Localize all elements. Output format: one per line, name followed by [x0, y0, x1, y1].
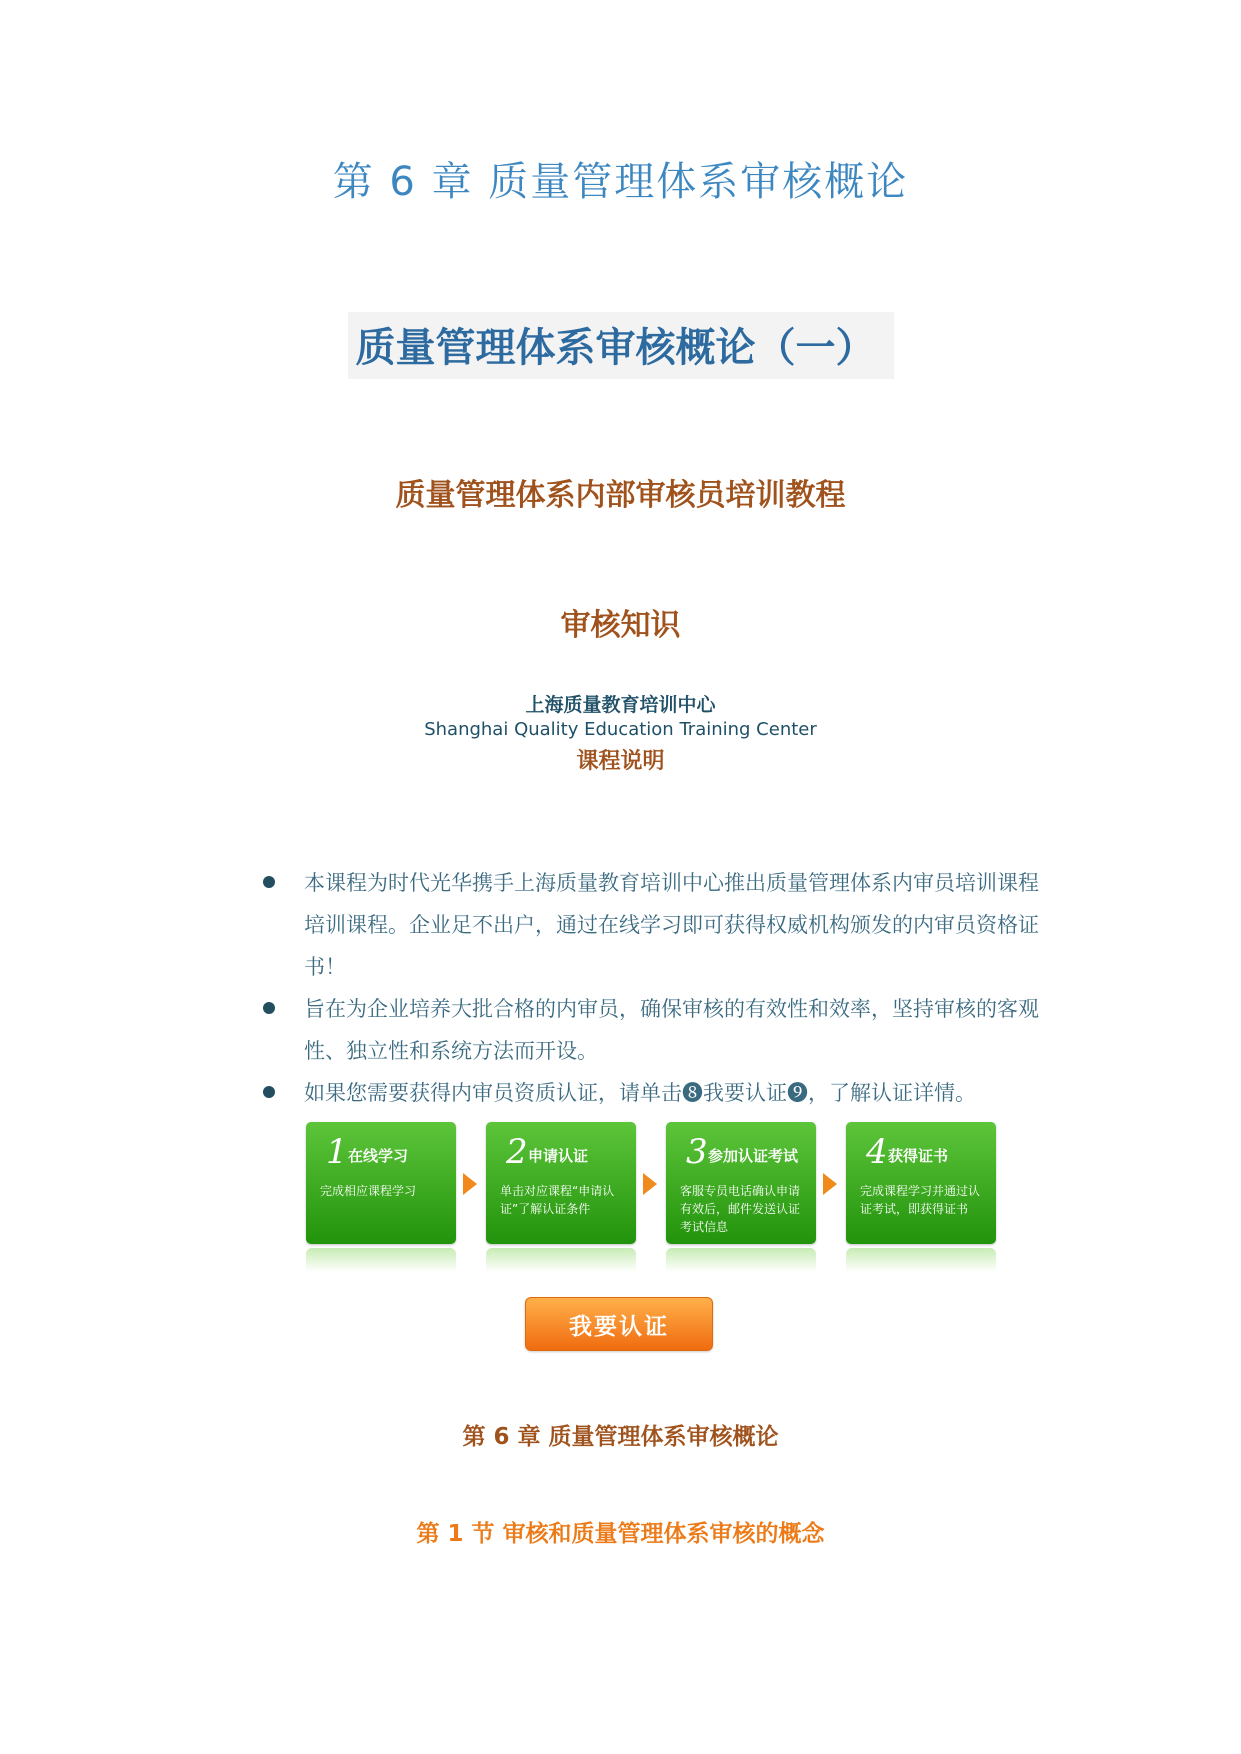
step-2-apply-certification [486, 1122, 636, 1244]
bullet-text: 旨在为企业培养大批合格的内审员，确保审核的有效性和效率，坚持审核的客观性、独立性和系统方法而开设。 [304, 997, 1039, 1063]
course-subtitle: 质量管理体系内部审核员培训教程 [395, 478, 846, 513]
step-name: 获得证书 [888, 1147, 949, 1165]
step-number: 2 [506, 1132, 528, 1172]
step-description: 客服专员电话确认申请有效后，邮件发送认证考试信息 [680, 1184, 801, 1234]
bullet-text: 如果您需要获得内审员资质认证，请单击❽我要认证❾，了解认证详情。 [304, 1081, 976, 1105]
chapter-heading: 第 6 章 质量管理体系审核概论 [462, 1424, 779, 1450]
chapter-title: 第 6 章 质量管理体系审核概论 [332, 159, 909, 205]
step-reflection [846, 1248, 996, 1272]
article-title-wrap [0, 312, 1241, 379]
organization-name-en: Shanghai Quality Education Training Center [424, 719, 817, 740]
section-heading: 第 1 节 审核和质量管理体系审核的概念 [416, 1521, 825, 1547]
step-number: 4 [866, 1132, 888, 1172]
bullet-dot-icon [263, 1086, 275, 1098]
certification-steps [306, 1122, 996, 1272]
course-description-label: 课程说明 [576, 749, 665, 774]
apply-certification-button[interactable]: 我要认证 [525, 1297, 713, 1351]
arrow-right-icon [643, 1173, 657, 1195]
step-name: 申请认证 [528, 1147, 589, 1165]
organization-name-cn: 上海质量教育培训中心 [525, 694, 716, 716]
bullet-item [262, 988, 1042, 1072]
bullet-dot-icon [263, 1002, 275, 1014]
step-description: 单击对应课程“申请认证”了解认证条件 [500, 1184, 615, 1216]
step-3-take-exam [666, 1122, 816, 1244]
course-bullet-list [262, 862, 1042, 1114]
bullet-text: 本课程为时代光华携手上海质量教育培训中心推出质量管理体系内审员培训课程培训课程。企业足不出户，通过在线学习即可获得权威机构颁发的内审员资格证书！ [304, 871, 1039, 979]
step-1-online-study [306, 1122, 456, 1244]
step-reflection [486, 1248, 636, 1272]
step-number: 1 [326, 1132, 348, 1172]
bullet-item [262, 862, 1042, 988]
step-name: 在线学习 [348, 1147, 409, 1165]
step-name: 参加认证考试 [708, 1147, 799, 1165]
article-title: 质量管理体系审核概论（一） [348, 312, 894, 379]
step-reflection [666, 1248, 816, 1272]
step-number: 3 [686, 1132, 708, 1172]
step-description: 完成课程学习并通过认证考试，即获得证书 [860, 1184, 981, 1216]
bullet-dot-icon [263, 876, 275, 888]
step-description: 完成相应课程学习 [320, 1184, 417, 1198]
bullet-item [262, 1072, 1042, 1114]
audit-knowledge-heading: 审核知识 [560, 608, 681, 643]
step-reflection [306, 1248, 456, 1272]
arrow-right-icon [463, 1173, 477, 1195]
arrow-right-icon [823, 1173, 837, 1195]
step-4-get-certificate [846, 1122, 996, 1244]
